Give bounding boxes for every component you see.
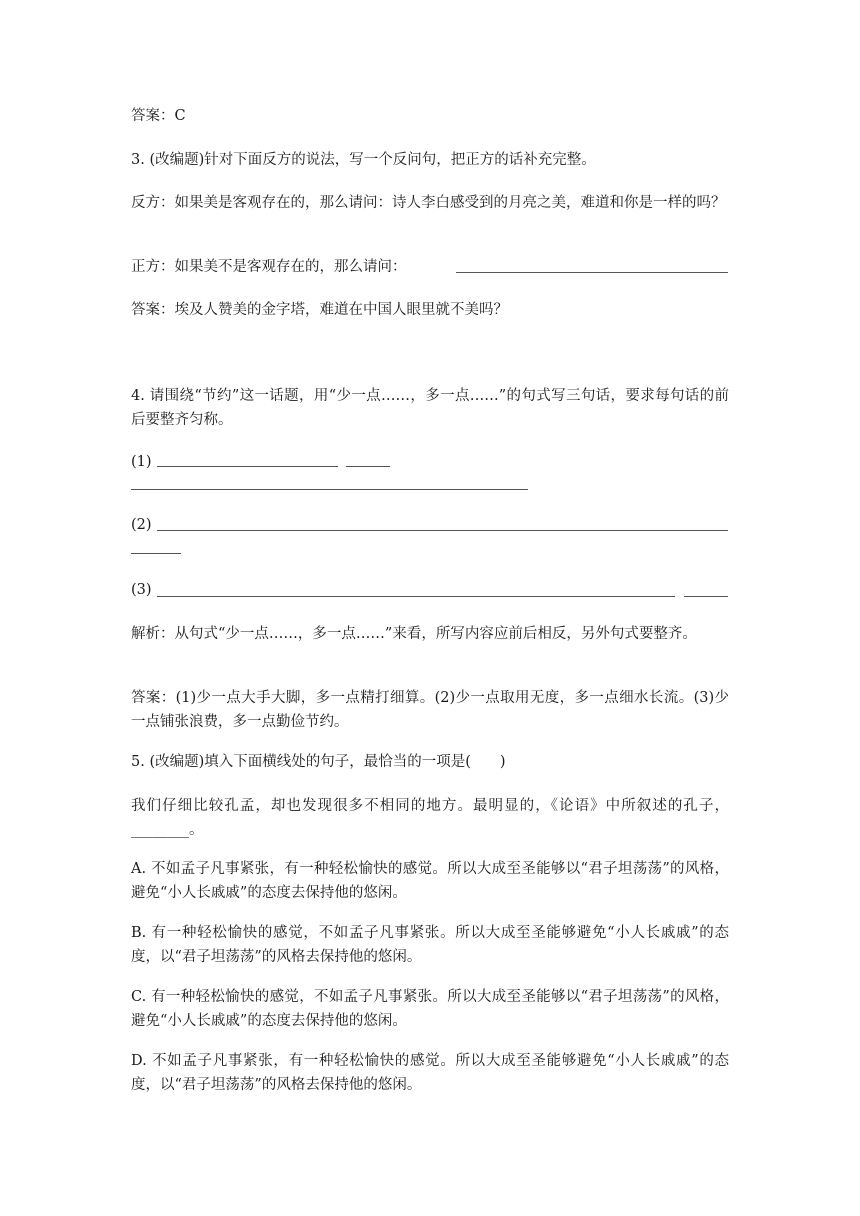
q5-stem: 5. (改编题)填入下面横线处的句子，最恰当的一项是( ) <box>131 754 506 770</box>
q5-option-b: B. 有一种轻松愉快的感觉，不如孟子凡事紧张。所以大成至圣能够避免“小人长戚戚”的态度，以“君子坦荡荡”的风格去保持他的悠闲。 <box>131 925 729 965</box>
q5-option-c: C. 有一种轻松愉快的感觉，不如孟子凡事紧张。所以大成至圣能够以“君子坦荡荡”的风格，避免“小人长戚戚”的态度去保持他的悠闲。 <box>131 989 729 1029</box>
q4-blank-3a <box>157 596 675 597</box>
q4-analysis: 解析：从句式“少一点……，多一点……”来看，所写内容应前后相反，另外句式要整齐。 <box>131 626 697 642</box>
q4-blank-label-2: (2) <box>131 517 152 533</box>
q4-stem: 4. 请围绕“节约”这一话题，用“少一点……，多一点……”的句式写三句话，要求每句话的前后要整齐匀称。 <box>131 388 729 428</box>
q3-answer-blank <box>456 272 728 273</box>
q4-blank-1c <box>131 489 528 490</box>
q3-stem: 3. (改编题)针对下面反方的说法，写一个反问句，把正方的话补充完整。 <box>131 152 596 168</box>
q2-answer: 答案：C <box>131 108 186 124</box>
q5-passage: 我们仔细比较孔孟，却也发现很多不相同的地方。最明显的，《论语》中所叙述的孔子，________。 <box>131 798 729 838</box>
q5-option-a: A. 不如孟子凡事紧张，有一种轻松愉快的感觉。所以大成至圣能够以“君子坦荡荡”的风格，避免“小人长戚戚”的态度去保持他的悠闲。 <box>131 861 729 901</box>
q4-blank-label-3: (3) <box>131 582 152 598</box>
q4-blank-2a <box>157 530 728 531</box>
q3-answer: 答案：埃及人赞美的金字塔，难道在中国人眼里就不美吗？ <box>131 302 508 318</box>
q4-blank-1b <box>346 466 390 467</box>
q3-opponent: 反方：如果美是客观存在的，那么请问：诗人李白感受到的月亮之美，难道和你是一样的吗？ <box>131 195 726 211</box>
q4-answer: 答案：(1)少一点大手大脚，多一点精打细算。(2)少一点取用无度，多一点细水长流。(3)少一点铺张浪费，多一点勤俭节约。 <box>131 690 729 730</box>
q4-blank-2b <box>131 553 181 554</box>
q3-proponent: 正方：如果美不是客观存在的，那么请问： <box>131 259 407 275</box>
q5-option-d: D. 不如孟子凡事紧张，有一种轻松愉快的感觉。所以大成至圣能够避免“小人长戚戚”的态度，以“君子坦荡荡”的风格去保持他的悠闲。 <box>131 1053 729 1093</box>
q4-blank-3b <box>684 596 728 597</box>
q4-blank-label-1: (1) <box>131 454 152 470</box>
q4-blank-1a <box>157 466 338 467</box>
